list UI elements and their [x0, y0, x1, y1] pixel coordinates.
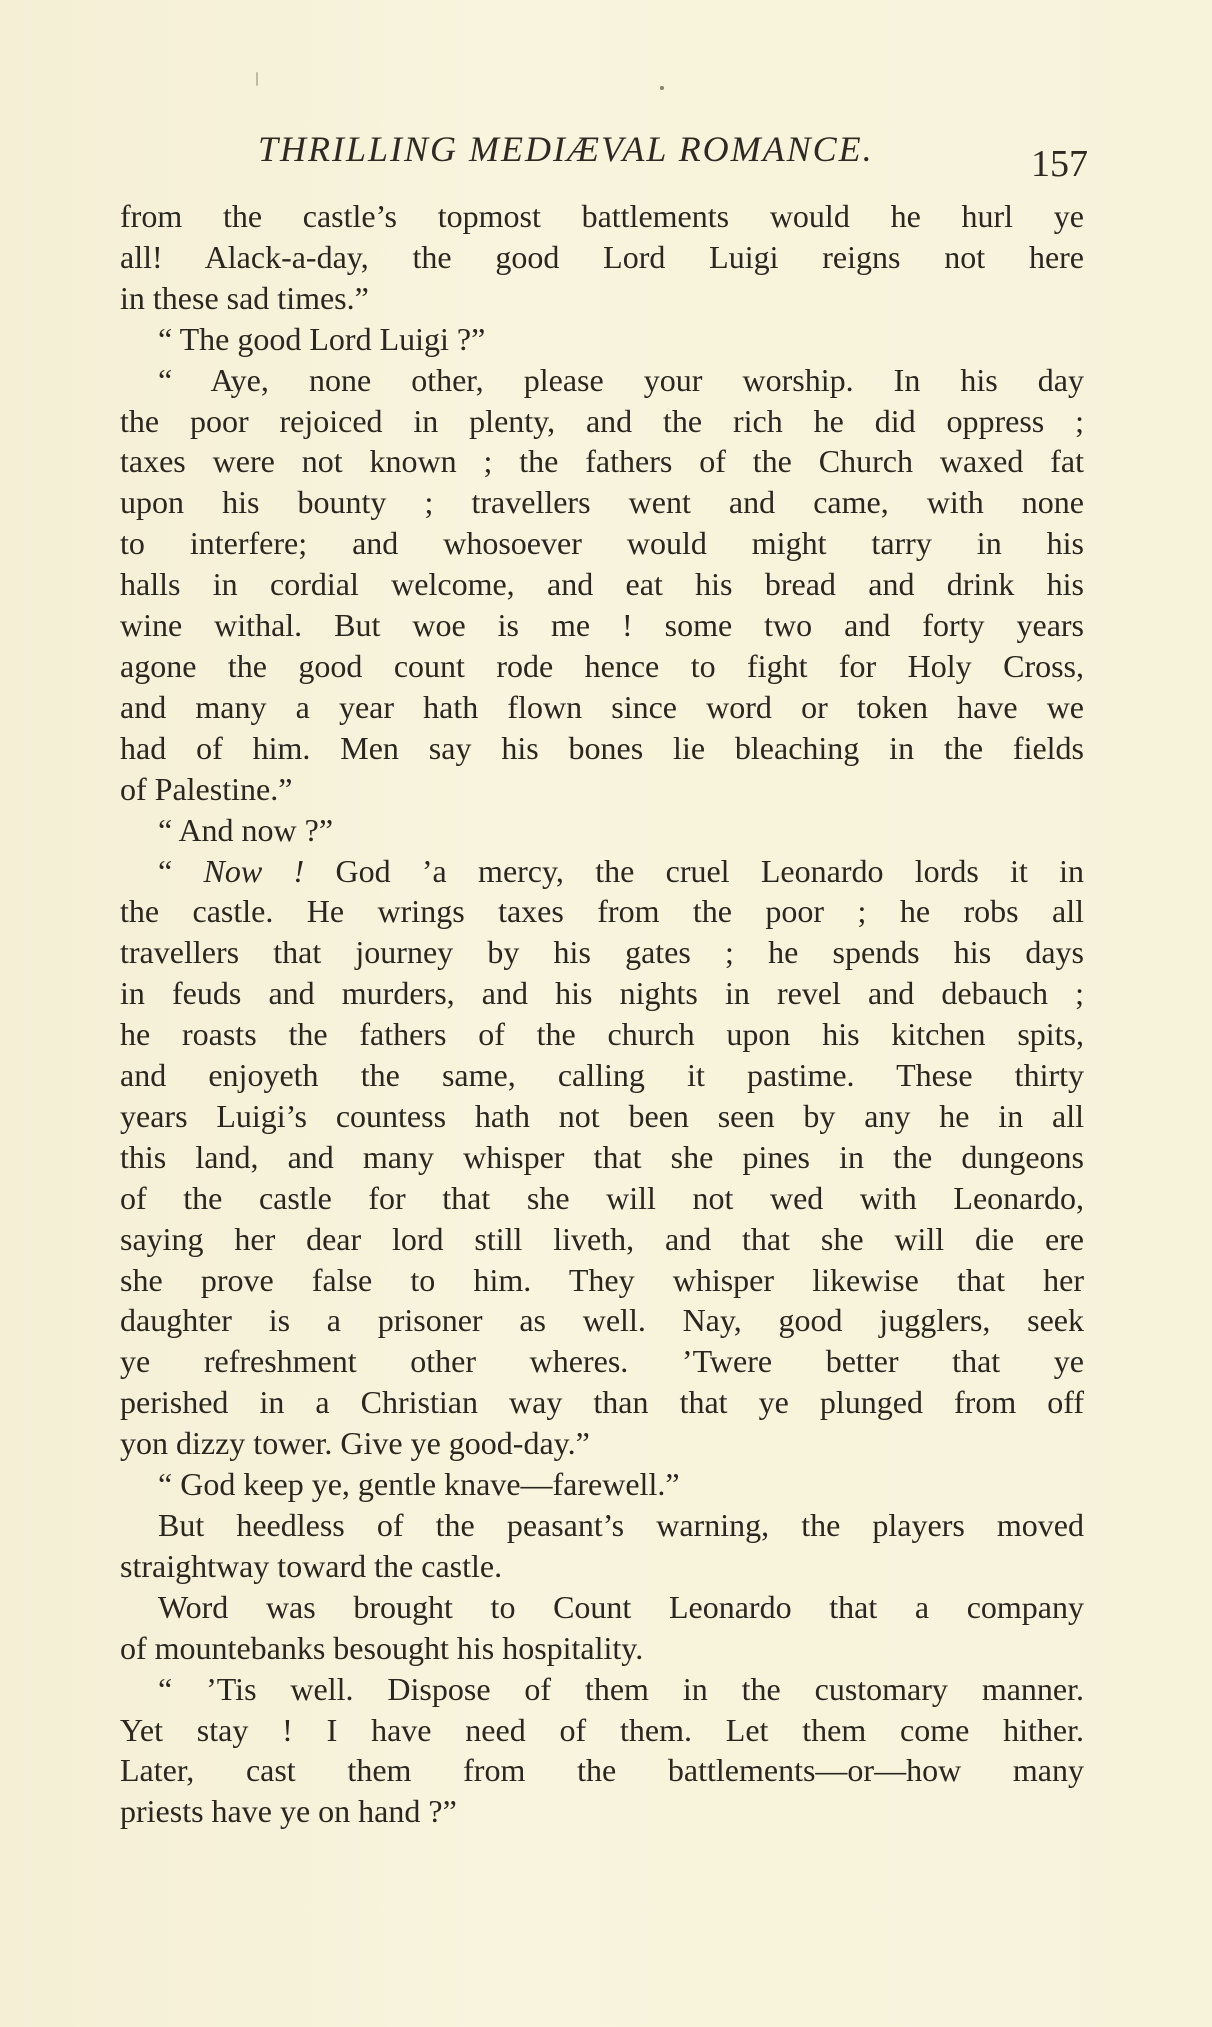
text-line: of mountebanks besought his hospitality.	[120, 1629, 644, 1666]
text-line: yon dizzy tower. Give ye good-day.”	[120, 1425, 590, 1462]
text-line: “ ’Tis well. Dispose of them in the customary manner.	[158, 1670, 1084, 1707]
text-line: daughter is a prisoner as well. Nay, good jugglers, seek	[120, 1302, 1084, 1339]
text-line: “ The good Lord Luigi ?”	[158, 320, 486, 357]
text-line: from the castle’s topmost battlements would he hurl ye	[120, 198, 1084, 234]
text-line: But heedless of the peasant’s warning, the players moved	[158, 1507, 1084, 1543]
page-number: 157	[1031, 143, 1088, 185]
body-text	[120, 196, 1084, 1832]
text-line: wine withal. But woe is me ! some two and forty years	[120, 607, 1084, 644]
text-line: in feuds and murders, and his nights in revel and debauch ;	[120, 975, 1084, 1012]
text-line: she prove false to him. They whisper likewise that her	[120, 1261, 1084, 1298]
text-line: in these sad times.”	[120, 279, 369, 316]
text-line: priests have ye on hand ?”	[120, 1793, 457, 1830]
text-line: agone the good count rode hence to fight for Holy Cross,	[120, 647, 1084, 684]
text-line-now	[120, 851, 1084, 892]
page-header	[258, 128, 1088, 188]
text-line: ye refreshment other wheres. ’Twere better that ye	[120, 1343, 1084, 1380]
open-quote: “	[158, 852, 173, 889]
text-line: straightway toward the castle.	[120, 1547, 503, 1584]
text-line: the poor rejoiced in plenty, and the rich he did oppress ;	[120, 402, 1084, 439]
text-line: the castle. He wrings taxes from the poor ; he robs all	[120, 893, 1084, 930]
line-remainder: God ’a mercy, the cruel Leonardo lords it in	[335, 852, 1085, 889]
text-line: this land, and many whisper that she pines in the dungeons	[120, 1138, 1084, 1175]
running-title: THRILLING MEDIÆVAL ROMANCE.	[258, 129, 874, 169]
text-line: perished in a Christian way than that ye plunged from off	[120, 1384, 1084, 1421]
text-line: “ Aye, none other, please your worship. In his day	[158, 361, 1084, 398]
text-line: of Palestine.”	[120, 770, 293, 807]
text-line: and many a year hath flown since word or token have we	[120, 688, 1084, 725]
text-line: Later, cast them from the battlements—or—how many	[120, 1752, 1084, 1789]
text-line: had of him. Men say his bones lie bleaching in the fields	[120, 729, 1084, 766]
text-line: years Luigi’s countess hath not been seen by any he in all	[120, 1097, 1084, 1134]
now-emphasis: Now !	[203, 852, 305, 889]
paper-speck	[256, 72, 258, 86]
text-line: Yet stay ! I have need of them. Let them come hither.	[120, 1711, 1084, 1748]
text-line: “ And now ?”	[158, 811, 334, 848]
paper-speck	[660, 86, 664, 90]
text-line: halls in cordial welcome, and eat his bread and drink his	[120, 566, 1084, 603]
text-line: travellers that journey by his gates ; he spends his days	[120, 934, 1084, 971]
text-line: of the castle for that she will not wed with Leonardo,	[120, 1179, 1084, 1216]
text-line: Word was brought to Count Leonardo that a company	[158, 1588, 1084, 1625]
text-line: taxes were not known ; the fathers of the Church waxed fat	[120, 443, 1084, 480]
text-line: saying her dear lord still liveth, and that she will die ere	[120, 1220, 1084, 1257]
text-line: to interfere; and whosoever would might tarry in his	[120, 525, 1084, 562]
text-line: upon his bounty ; travellers went and came, with none	[120, 484, 1084, 521]
text-line: “ God keep ye, gentle knave—farewell.”	[158, 1466, 680, 1503]
text-line: and enjoyeth the same, calling it pastime. These thirty	[120, 1057, 1084, 1094]
text-line: he roasts the fathers of the church upon his kitchen spits,	[120, 1016, 1084, 1053]
text-line: all! Alack-a-day, the good Lord Luigi reigns not here	[120, 238, 1084, 275]
